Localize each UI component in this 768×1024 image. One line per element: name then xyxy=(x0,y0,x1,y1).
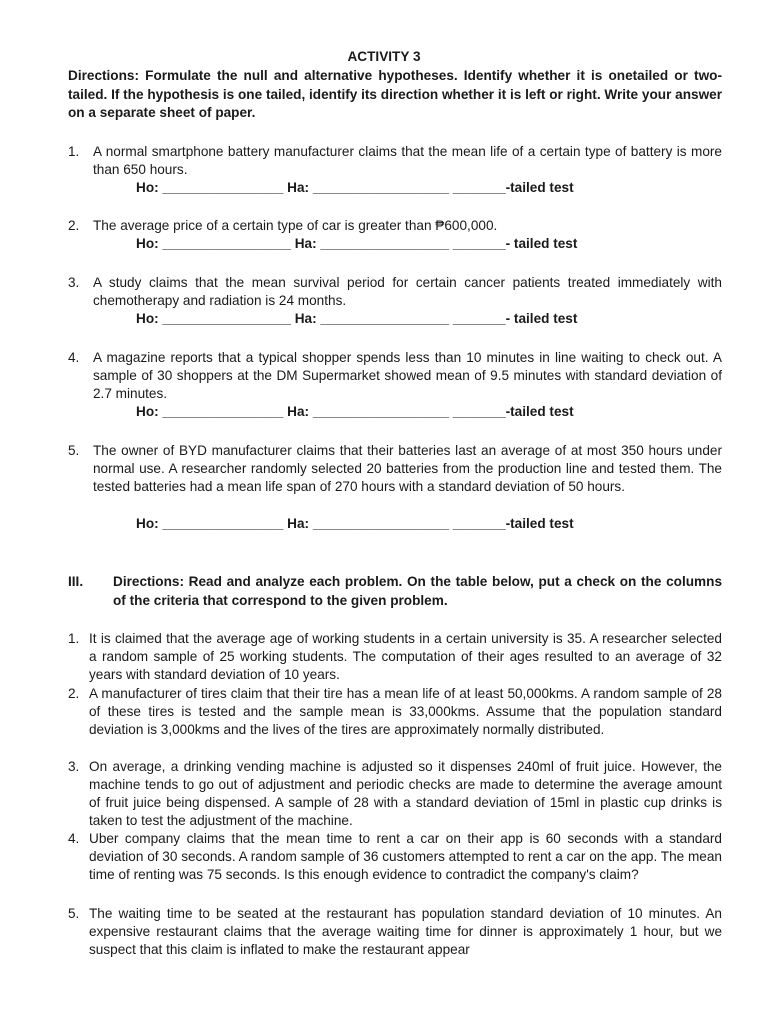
question-text: A study claims that the mean survival period for certain cancer patients treated immediately with chemotherapy and radiation is 24 months. xyxy=(93,275,722,308)
problem-text: The waiting time to be seated at the restaurant has population standard deviation of 10 minutes. An expensive restaurant claims that the average waiting time for dinner is approximately 1 hour, but we suspect that this claim is inflated to make the restaurant appear xyxy=(89,906,722,957)
question-4 xyxy=(68,349,722,403)
activity-title: ACTIVITY 3 xyxy=(347,49,421,64)
problem-number: 1. xyxy=(68,631,80,646)
problem-text: On average, a drinking vending machine is adjusted so it dispenses 240ml of fruit juice. However, the machine tends to go out of adjustment and periodic checks are made to determine the average amount of fruit juice being dispensed. A sample of 28 with a standard deviation of 15ml in plastic cup drinks is taken to test the adjustment of the machine. xyxy=(89,759,722,828)
section-number: III. xyxy=(68,574,84,589)
question-5 xyxy=(68,442,722,496)
problem-text: Uber company claims that the mean time to rent a car on their app is 60 seconds with a standard deviation of 30 seconds. A random sample of 36 customers attempted to rent a car on the app. The mean time of renting was 75 seconds. Is this enough evidence to contradict the company's claim? xyxy=(89,831,722,882)
problem-text: A manufacturer of tires claim that their tire has a mean life of at least 50,000kms. A random sample of 28 of these tires is tested and the sample mean is 33,000kms. Assume that the population standard deviation is 3,000kms and the lives of the tires are approximately normally distributed. xyxy=(89,686,722,737)
problem-number: 3. xyxy=(68,759,80,774)
answer-line-5: Ho: ________________ Ha: __________________ _______-tailed test xyxy=(136,516,574,531)
answer-line-1: Ho: ________________ Ha: __________________ _______-tailed test xyxy=(136,180,574,195)
problem-3 xyxy=(68,758,722,830)
section-3-directions-text: Directions: Read and analyze each problem. On the table below, put a check on the columns of the criteria that correspond to the given problem. xyxy=(113,574,722,608)
directions-text: Directions: Formulate the null and alternative hypotheses. Identify whether it is onetailed or two-tailed. If the hypothesis is one tailed, identify its direction whether it is left or right. Write your answer on a separate sheet of paper. xyxy=(68,68,722,120)
problem-text: It is claimed that the average age of working students in a certain university is 35. A researcher selected a random sample of 25 working students. The computation of their ages resulted to an average of 32 years with standard deviation of 10 years. xyxy=(89,631,722,682)
question-number: 4. xyxy=(68,350,80,365)
question-text: The owner of BYD manufacturer claims that their batteries last an average of at most 350 hours under normal use. A researcher randomly selected 20 batteries from the production line and tested them. The tested batteries had a mean life span of 270 hours with a standard deviation of 50 hours. xyxy=(93,443,722,494)
problem-4 xyxy=(68,830,722,884)
question-number: 3. xyxy=(68,275,80,290)
question-2 xyxy=(68,217,722,235)
problem-2 xyxy=(68,685,722,739)
problem-number: 5. xyxy=(68,906,80,921)
question-3 xyxy=(68,274,722,310)
section-3-directions xyxy=(68,573,722,610)
answer-line-3: Ho: _________________ Ha: _________________ _______- tailed test xyxy=(136,311,578,326)
directions-part-1 xyxy=(68,67,722,123)
question-1 xyxy=(68,143,722,179)
problem-number: 4. xyxy=(68,831,80,846)
answer-line-2: Ho: _________________ Ha: _________________ _______- tailed test xyxy=(136,236,578,251)
question-number: 1. xyxy=(68,144,80,159)
problem-1 xyxy=(68,630,722,684)
problem-number: 2. xyxy=(68,686,80,701)
question-text: The average price of a certain type of car is greater than ₱600,000. xyxy=(93,218,498,233)
answer-line-4: Ho: ________________ Ha: __________________ _______-tailed test xyxy=(136,404,574,419)
question-number: 2. xyxy=(68,218,80,233)
question-number: 5. xyxy=(68,443,80,458)
question-text: A magazine reports that a typical shopper spends less than 10 minutes in line waiting to check out. A sample of 30 shoppers at the DM Supermarket showed mean of 9.5 minutes with standard deviation of 2.7 minutes. xyxy=(93,350,722,401)
question-text: A normal smartphone battery manufacturer claims that the mean life of a certain type of battery is more than 650 hours. xyxy=(93,144,722,177)
problem-5 xyxy=(68,905,722,959)
